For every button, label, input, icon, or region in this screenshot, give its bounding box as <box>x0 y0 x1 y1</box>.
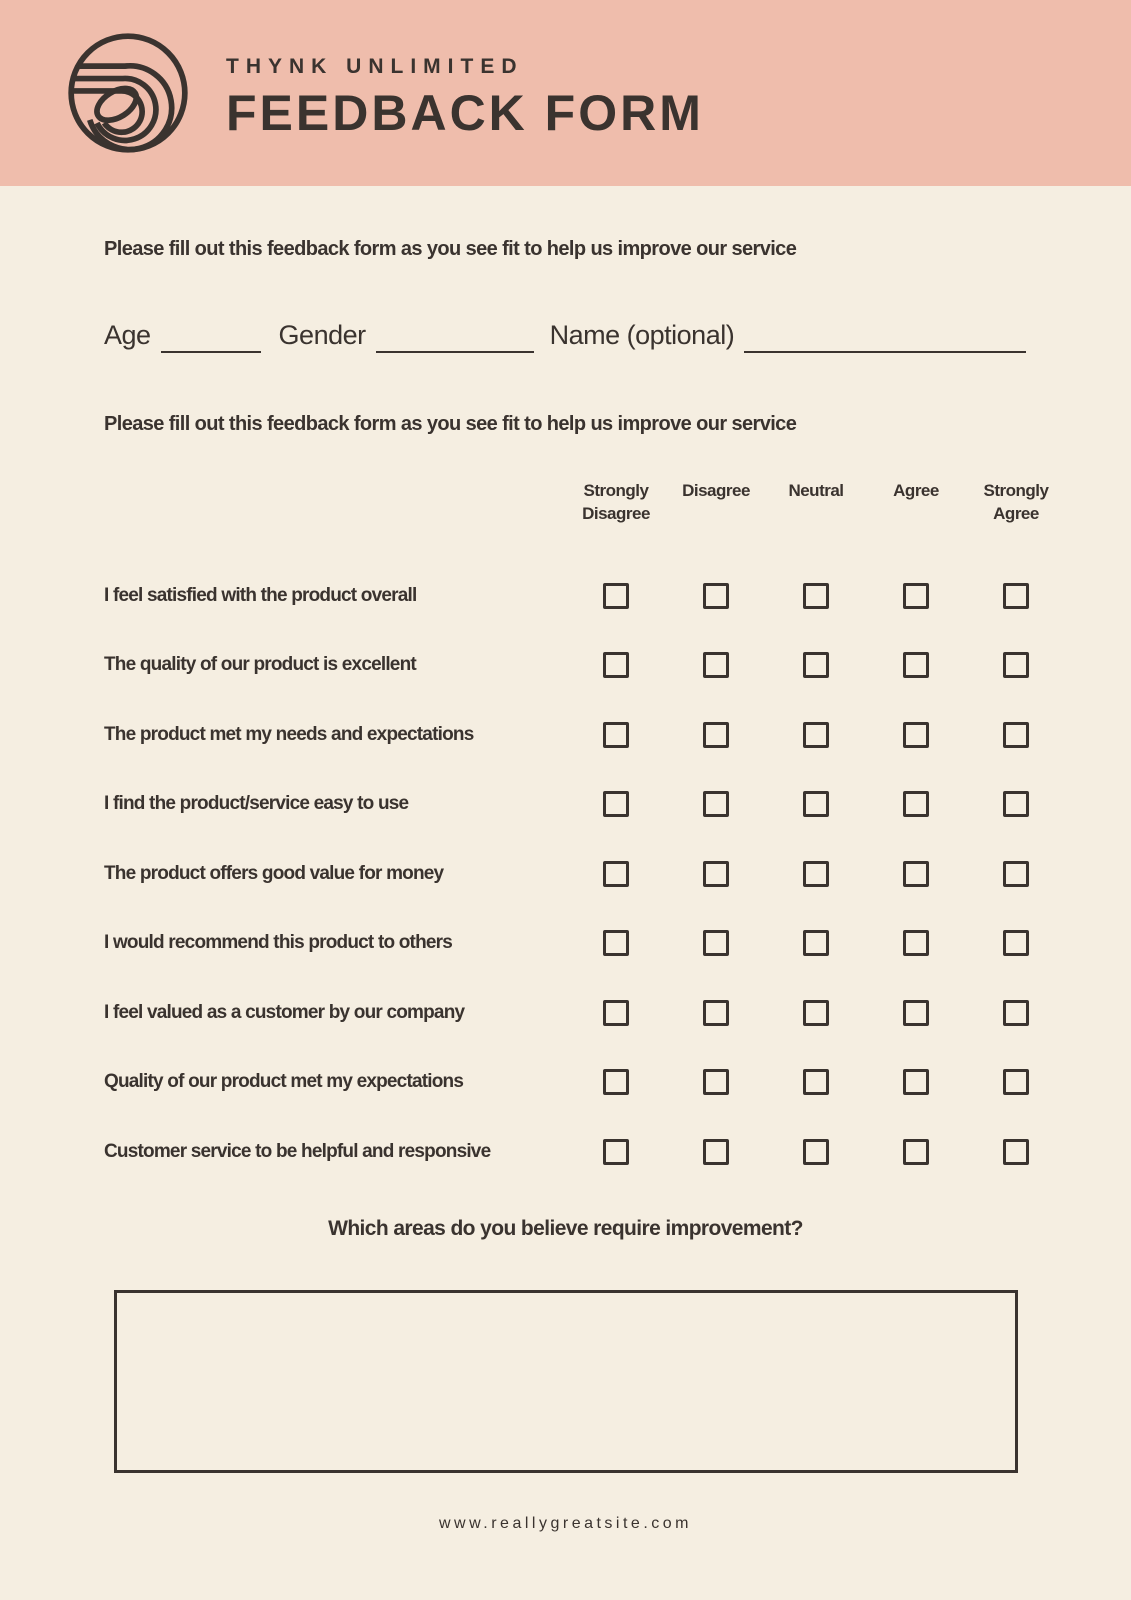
brand-text-block <box>226 49 704 141</box>
checkbox-q6-strongly-disagree[interactable] <box>603 930 629 956</box>
checkbox-q2-neutral[interactable] <box>803 652 829 678</box>
age-field[interactable] <box>161 319 261 353</box>
checkbox-q7-agree[interactable] <box>903 1000 929 1026</box>
survey-row-6 <box>104 908 1131 978</box>
checkbox-q7-strongly-disagree[interactable] <box>603 1000 629 1026</box>
checkbox-q6-neutral[interactable] <box>803 930 829 956</box>
checkbox-q8-strongly-disagree[interactable] <box>603 1069 629 1095</box>
checkbox-q9-neutral[interactable] <box>803 1139 829 1165</box>
checkbox-q4-strongly-disagree[interactable] <box>603 791 629 817</box>
intro-instruction: Please fill out this feedback form as you see fit to help us improve our service <box>104 238 797 260</box>
scale-header-row <box>104 480 1131 526</box>
survey-question: I find the product/service easy to use <box>104 793 409 815</box>
survey-row-8 <box>104 1047 1131 1117</box>
checkbox-q2-agree[interactable] <box>903 652 929 678</box>
name-field[interactable] <box>744 319 1026 353</box>
checkbox-q2-disagree[interactable] <box>703 652 729 678</box>
checkbox-q8-neutral[interactable] <box>803 1069 829 1095</box>
scale-label-agree: Agree <box>893 481 939 500</box>
personal-fields-row <box>104 319 1131 351</box>
checkbox-q3-neutral[interactable] <box>803 722 829 748</box>
checkbox-q5-neutral[interactable] <box>803 861 829 887</box>
checkbox-q8-agree[interactable] <box>903 1069 929 1095</box>
checkbox-q1-strongly-agree[interactable] <box>1003 583 1029 609</box>
survey-question: Quality of our product met my expectations <box>104 1071 464 1093</box>
concentric-wave-circle-icon <box>66 31 190 155</box>
checkbox-q4-strongly-agree[interactable] <box>1003 791 1029 817</box>
checkbox-q7-strongly-agree[interactable] <box>1003 1000 1029 1026</box>
survey-row-2 <box>104 630 1131 700</box>
survey-question: I feel valued as a customer by our company <box>104 1001 465 1023</box>
checkbox-q6-disagree[interactable] <box>703 930 729 956</box>
survey-row-1 <box>104 561 1131 631</box>
checkbox-q6-agree[interactable] <box>903 930 929 956</box>
checkbox-q3-strongly-disagree[interactable] <box>603 722 629 748</box>
survey-row-9 <box>104 1117 1131 1187</box>
gender-field[interactable] <box>376 319 534 353</box>
checkbox-q5-strongly-agree[interactable] <box>1003 861 1029 887</box>
survey-question: The quality of our product is excellent <box>104 654 416 676</box>
survey-question: The product offers good value for money <box>104 862 444 884</box>
checkbox-q4-neutral[interactable] <box>803 791 829 817</box>
checkbox-q9-strongly-disagree[interactable] <box>603 1139 629 1165</box>
survey-question: The product met my needs and expectations <box>104 723 474 745</box>
checkbox-q5-agree[interactable] <box>903 861 929 887</box>
name-label: Name (optional) <box>549 320 735 351</box>
checkbox-q3-disagree[interactable] <box>703 722 729 748</box>
brand-logo-icon <box>66 31 190 155</box>
checkbox-q9-agree[interactable] <box>903 1139 929 1165</box>
survey-question: I would recommend this product to others <box>104 932 453 954</box>
scale-label-strongly-agree: Strongly Agree <box>983 481 1049 523</box>
improvement-heading: Which areas do you believe require improvement? <box>328 1217 803 1241</box>
page-title: FEEDBACK FORM <box>226 84 704 141</box>
footer-website: www.reallygreatsite.com <box>439 1515 692 1533</box>
survey-instruction: Please fill out this feedback form as you see fit to help us improve our service <box>104 413 797 435</box>
gender-label: Gender <box>278 320 366 351</box>
checkbox-q1-disagree[interactable] <box>703 583 729 609</box>
checkbox-q9-disagree[interactable] <box>703 1139 729 1165</box>
checkbox-q5-disagree[interactable] <box>703 861 729 887</box>
page-header <box>0 0 1131 186</box>
checkbox-q7-disagree[interactable] <box>703 1000 729 1026</box>
checkbox-q4-agree[interactable] <box>903 791 929 817</box>
checkbox-q6-strongly-agree[interactable] <box>1003 930 1029 956</box>
checkbox-q7-neutral[interactable] <box>803 1000 829 1026</box>
checkbox-q4-disagree[interactable] <box>703 791 729 817</box>
survey-row-5 <box>104 839 1131 909</box>
checkbox-q2-strongly-disagree[interactable] <box>603 652 629 678</box>
checkbox-q9-strongly-agree[interactable] <box>1003 1139 1029 1165</box>
scale-label-neutral: Neutral <box>788 481 844 500</box>
checkbox-q1-agree[interactable] <box>903 583 929 609</box>
survey-rows <box>104 561 1131 1187</box>
checkbox-q3-strongly-agree[interactable] <box>1003 722 1029 748</box>
survey-row-3 <box>104 700 1131 770</box>
scale-label-strongly-disagree: Strongly Disagree <box>582 481 650 523</box>
checkbox-q5-strongly-disagree[interactable] <box>603 861 629 887</box>
survey-row-4 <box>104 769 1131 839</box>
improvement-textarea[interactable] <box>114 1290 1018 1473</box>
scale-label-disagree: Disagree <box>682 481 750 500</box>
checkbox-q1-neutral[interactable] <box>803 583 829 609</box>
survey-question: I feel satisfied with the product overall <box>104 584 417 606</box>
checkbox-q8-disagree[interactable] <box>703 1069 729 1095</box>
survey-question: Customer service to be helpful and responsive <box>104 1140 491 1162</box>
survey-row-7 <box>104 978 1131 1048</box>
age-label: Age <box>104 320 151 351</box>
checkbox-q8-strongly-agree[interactable] <box>1003 1069 1029 1095</box>
checkbox-q2-strongly-agree[interactable] <box>1003 652 1029 678</box>
brand-name: THYNK UNLIMITED <box>226 54 524 78</box>
checkbox-q1-strongly-disagree[interactable] <box>603 583 629 609</box>
checkbox-q3-agree[interactable] <box>903 722 929 748</box>
